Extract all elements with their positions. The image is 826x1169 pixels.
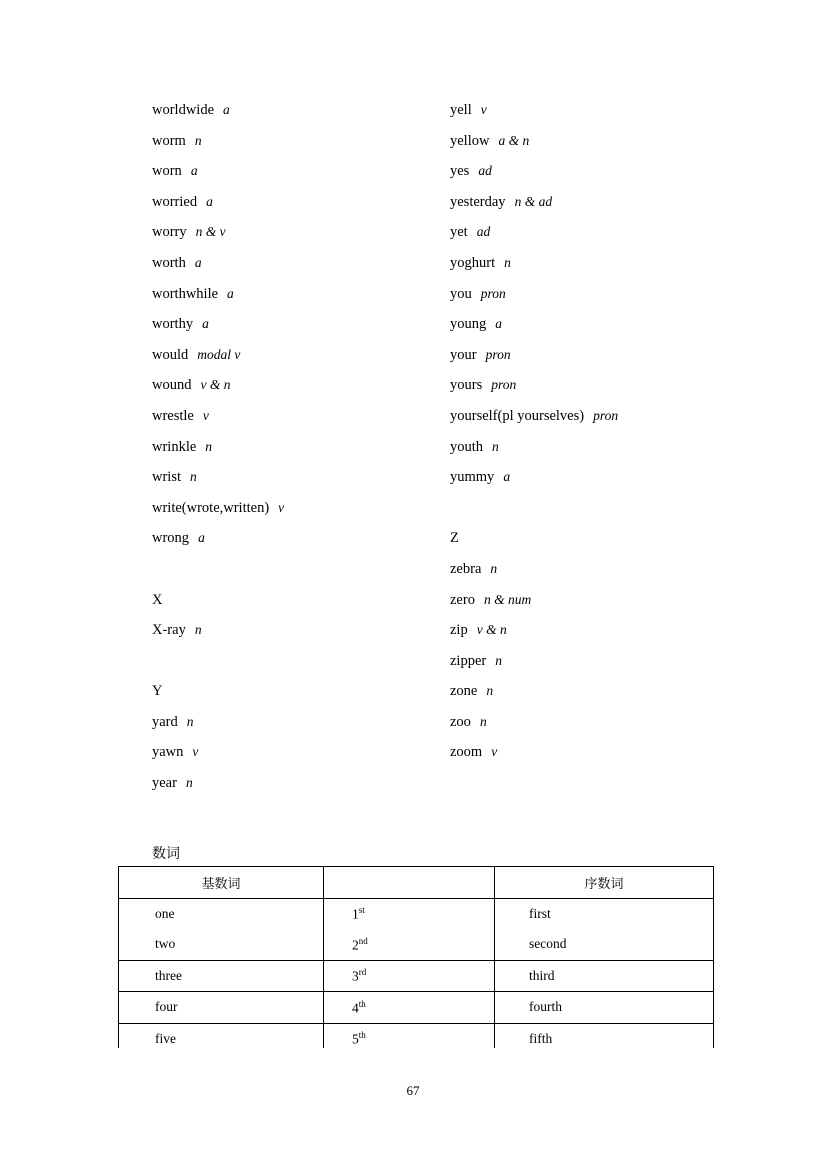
word-text: zipper bbox=[450, 652, 487, 669]
part-of-speech: a bbox=[190, 163, 198, 179]
part-of-speech: n bbox=[504, 254, 511, 270]
word-entry bbox=[152, 279, 442, 310]
word-text: yes bbox=[450, 163, 470, 180]
table-header-row bbox=[119, 867, 714, 899]
part-of-speech: a bbox=[495, 316, 502, 332]
word-entry bbox=[152, 432, 442, 463]
word-text: zero bbox=[450, 591, 475, 608]
figure-number: 1 bbox=[352, 906, 359, 922]
word-text: would bbox=[152, 346, 189, 363]
cell-ordinal: third bbox=[495, 960, 714, 992]
part-of-speech: v bbox=[491, 744, 498, 760]
header-cardinal: 基数词 bbox=[119, 867, 324, 899]
word-text: yawn bbox=[152, 744, 184, 761]
word-text: worldwide bbox=[152, 102, 215, 118]
part-of-speech: v bbox=[480, 102, 487, 117]
word-text: worm bbox=[152, 132, 186, 149]
part-of-speech: n bbox=[186, 713, 194, 729]
cell-figure bbox=[324, 898, 495, 929]
word-columns bbox=[118, 95, 718, 815]
figure-number: 3 bbox=[352, 968, 359, 984]
word-entry bbox=[152, 126, 442, 157]
cell-cardinal: four bbox=[119, 992, 324, 1024]
word-text: wrinkle bbox=[152, 438, 197, 455]
spacer-row bbox=[152, 554, 442, 585]
part-of-speech: a & n bbox=[498, 132, 530, 148]
part-of-speech: n bbox=[194, 622, 202, 638]
part-of-speech: v & n bbox=[476, 622, 507, 638]
word-text: worn bbox=[152, 163, 182, 180]
cell-cardinal: two bbox=[119, 929, 324, 960]
word-column-left bbox=[152, 95, 442, 799]
spacer-row bbox=[450, 493, 740, 524]
part-of-speech: modal v bbox=[197, 346, 241, 362]
word-text: write(wrote,written) bbox=[152, 499, 270, 516]
word-text: youth bbox=[450, 438, 484, 455]
part-of-speech: n bbox=[490, 560, 498, 576]
cell-ordinal: fifth bbox=[495, 1023, 714, 1054]
numerals-table bbox=[118, 866, 714, 1054]
word-text: worry bbox=[152, 224, 187, 241]
word-text: year bbox=[152, 775, 177, 792]
part-of-speech: a bbox=[194, 254, 202, 270]
word-entry bbox=[450, 370, 740, 401]
word-text: yet bbox=[450, 224, 468, 241]
word-entry bbox=[450, 462, 740, 493]
word-entry bbox=[152, 615, 442, 646]
word-entry bbox=[450, 248, 740, 279]
word-entry bbox=[152, 309, 442, 340]
figure-number: 4 bbox=[352, 1000, 359, 1015]
word-list bbox=[118, 95, 718, 815]
part-of-speech: v & n bbox=[200, 377, 231, 393]
word-entry bbox=[450, 432, 740, 463]
part-of-speech: n & v bbox=[195, 224, 226, 240]
word-text: yours bbox=[450, 377, 483, 394]
part-of-speech: n bbox=[495, 652, 502, 668]
part-of-speech: n & ad bbox=[514, 193, 553, 209]
word-text: yell bbox=[450, 102, 472, 118]
word-column-right bbox=[450, 95, 740, 768]
letter-heading-x: X bbox=[152, 591, 163, 608]
word-entry bbox=[450, 737, 740, 768]
part-of-speech: n bbox=[194, 132, 202, 148]
header-ordinal: 序数词 bbox=[495, 867, 714, 899]
part-of-speech: ad bbox=[478, 163, 492, 179]
part-of-speech: a bbox=[206, 193, 213, 209]
figure-number: 2 bbox=[352, 937, 359, 952]
word-entry bbox=[152, 462, 442, 493]
word-entry bbox=[152, 768, 442, 799]
letter-heading-z: Z bbox=[450, 530, 459, 547]
word-text: zoo bbox=[450, 713, 471, 730]
cell-figure bbox=[324, 992, 495, 1024]
section-heading: 数词 bbox=[152, 846, 180, 862]
word-entry bbox=[152, 493, 442, 524]
table-row bbox=[119, 898, 714, 929]
table-row bbox=[119, 960, 714, 992]
word-text: your bbox=[450, 346, 477, 363]
word-text: X-ray bbox=[152, 622, 186, 639]
word-entry bbox=[152, 401, 442, 432]
word-entry bbox=[450, 340, 740, 371]
word-entry bbox=[450, 585, 740, 616]
word-text: young bbox=[450, 316, 487, 333]
word-entry bbox=[152, 737, 442, 768]
word-entry bbox=[450, 646, 740, 677]
part-of-speech: v bbox=[278, 499, 285, 515]
word-text: worthy bbox=[152, 316, 194, 333]
word-text: zip bbox=[450, 622, 468, 639]
word-text: yummy bbox=[450, 469, 495, 486]
word-entry bbox=[152, 248, 442, 279]
word-text: zoom bbox=[450, 744, 483, 761]
table-row bbox=[119, 929, 714, 960]
word-text: zone bbox=[450, 683, 478, 700]
part-of-speech: n bbox=[479, 713, 487, 729]
cell-figure bbox=[324, 929, 495, 960]
part-of-speech: v bbox=[202, 407, 209, 423]
spacer-row bbox=[152, 646, 442, 677]
header-figure bbox=[324, 867, 495, 899]
word-text: worried bbox=[152, 193, 198, 210]
table-row bbox=[119, 992, 714, 1024]
part-of-speech: n bbox=[486, 683, 494, 699]
word-text: wrestle bbox=[152, 407, 194, 424]
part-of-speech: pron bbox=[593, 407, 619, 423]
part-of-speech: a bbox=[198, 530, 205, 546]
word-text: yellow bbox=[450, 132, 490, 149]
part-of-speech: a bbox=[223, 102, 230, 117]
part-of-speech: a bbox=[503, 469, 511, 485]
part-of-speech: pron bbox=[480, 285, 506, 301]
part-of-speech: n bbox=[205, 438, 213, 454]
part-of-speech: a bbox=[227, 285, 234, 301]
figure-suffix: nd bbox=[358, 935, 368, 946]
word-entry bbox=[450, 187, 740, 218]
word-entry bbox=[152, 523, 442, 554]
word-text: yourself(pl yourselves) bbox=[450, 407, 585, 424]
cell-cardinal: three bbox=[119, 960, 324, 992]
part-of-speech: v bbox=[192, 744, 199, 760]
word-entry bbox=[450, 279, 740, 310]
word-text: wrong bbox=[152, 530, 190, 547]
page-number: 67 bbox=[406, 1083, 420, 1098]
part-of-speech: pron bbox=[485, 346, 511, 362]
cell-figure bbox=[324, 960, 495, 992]
figure-suffix: th bbox=[358, 998, 366, 1009]
word-text: yard bbox=[152, 713, 178, 730]
word-entry bbox=[450, 126, 740, 157]
word-entry bbox=[450, 707, 740, 738]
word-entry bbox=[450, 401, 740, 432]
figure-suffix: th bbox=[358, 1030, 366, 1040]
word-entry bbox=[152, 187, 442, 218]
word-entry bbox=[152, 217, 442, 248]
part-of-speech: n bbox=[492, 438, 499, 454]
word-text: worthwhile bbox=[152, 285, 219, 302]
word-entry bbox=[450, 554, 740, 585]
figure-suffix: st bbox=[358, 905, 365, 915]
word-text: wound bbox=[152, 377, 192, 394]
part-of-speech: n & num bbox=[483, 591, 532, 607]
word-entry bbox=[152, 156, 442, 187]
word-entry bbox=[152, 707, 442, 738]
letter-heading-y: Y bbox=[152, 683, 163, 700]
word-entry bbox=[152, 370, 442, 401]
word-entry bbox=[450, 615, 740, 646]
part-of-speech: a bbox=[202, 316, 209, 332]
cell-ordinal: first bbox=[495, 898, 714, 929]
figure-number: 5 bbox=[352, 1031, 359, 1047]
word-text: yoghurt bbox=[450, 254, 496, 271]
word-entry bbox=[450, 676, 740, 707]
cell-ordinal: fourth bbox=[495, 992, 714, 1024]
cell-ordinal: second bbox=[495, 929, 714, 960]
word-text: yesterday bbox=[450, 193, 506, 210]
word-entry bbox=[152, 95, 442, 126]
word-entry bbox=[450, 95, 740, 126]
word-text: zebra bbox=[450, 560, 482, 577]
word-entry bbox=[450, 309, 740, 340]
part-of-speech: n bbox=[190, 469, 197, 485]
cell-cardinal: one bbox=[119, 898, 324, 929]
page-bottom-clip bbox=[0, 1048, 826, 1078]
word-text: wrist bbox=[152, 469, 181, 486]
word-entry bbox=[152, 340, 442, 371]
cell-cardinal: five bbox=[119, 1023, 324, 1054]
part-of-speech: ad bbox=[476, 224, 491, 240]
word-text: you bbox=[450, 285, 472, 302]
figure-suffix: rd bbox=[358, 967, 367, 977]
word-entry bbox=[450, 217, 740, 248]
word-text: worth bbox=[152, 254, 186, 271]
part-of-speech: n bbox=[185, 775, 193, 791]
part-of-speech: pron bbox=[491, 377, 517, 393]
word-entry bbox=[450, 156, 740, 187]
